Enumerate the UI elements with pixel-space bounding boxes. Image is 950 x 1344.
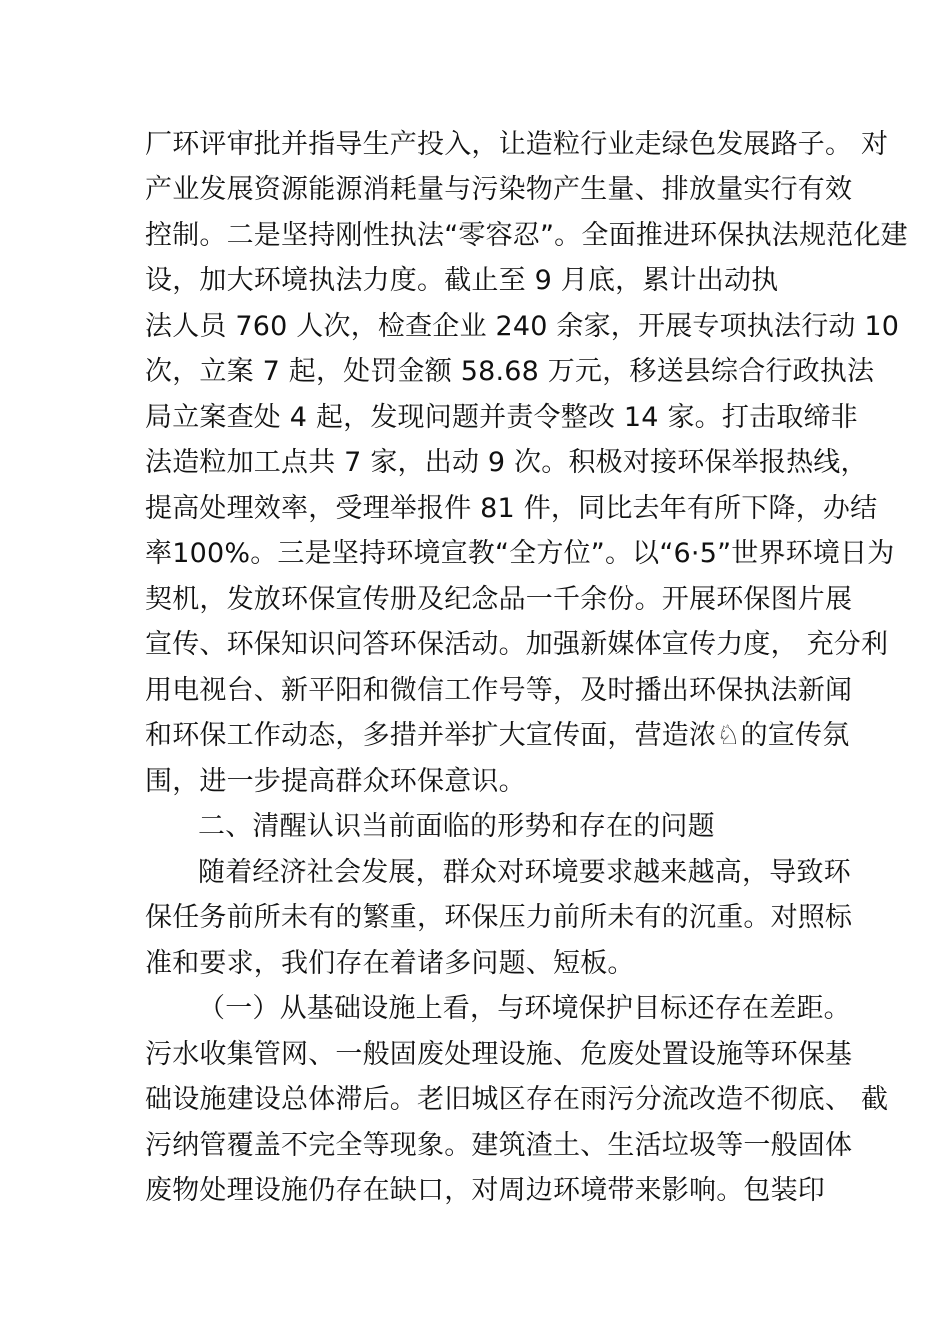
text-line: 宣传、环保知识问答环保活动。加强新媒体宣传力度， 充分利 (145, 629, 889, 660)
text-line: 准和要求，我们存在着诸多问题、短板。 (145, 948, 635, 979)
text-line: 局立案查处 4 起，发现问题并责令整改 14 家。打击取缔非 (145, 402, 858, 433)
text-line: 保任务前所未有的繁重，环保压力前所未有的沉重。对照标 (145, 902, 853, 933)
text-line: 和环保工作动态，多措并举扩大宣传面，营造浓♘的宣传氛 (145, 720, 850, 751)
text-line: 污水收集管网、一般固废处理设施、危废处置设施等环保基 (145, 1039, 853, 1070)
text-line: 厂环评审批并指导生产投入，让造粒行业走绿色发展路子。 对 (145, 129, 889, 160)
text-line: 法造粒加工点共 7 家，出动 9 次。积极对接环保举报热线， (145, 447, 868, 478)
text-line: 废物处理设施仍存在缺口，对周边环境带来影响。包装印 (145, 1175, 825, 1206)
text-line: 率100%。三是坚持环境宣教“全方位”。以“6·5”世界环境日为 (145, 538, 895, 569)
paragraph-first-line: 随着经济社会发展，群众对环境要求越来越高，导致环 (198, 857, 851, 888)
text-line: 产业发展资源能源消耗量与污染物产生量、排放量实行有效 (145, 174, 853, 205)
section-heading: 二、清醒认识当前面临的形势和存在的问题 (198, 811, 715, 842)
text-line: 控制。二是坚持刚性执法“零容忍”。全面推进环保执法规范化建 (145, 220, 908, 251)
text-line: 污纳管覆盖不完全等现象。建筑渣土、生活垃圾等一般固体 (145, 1130, 853, 1161)
text-line: 法人员 760 人次，检查企业 240 余家，开展专项执法行动 10 (145, 311, 900, 342)
text-line: 契机，发放环保宣传册及纪念品一千余份。开展环保图片展 (145, 584, 853, 615)
text-line: 次，立案 7 起，处罚金额 58.68 万元，移送县综合行政执法 (145, 356, 875, 387)
text-line: 提高处理效率，受理举报件 81 件，同比去年有所下降，办结 (145, 493, 878, 524)
text-line: 设，加大环境执法力度。截止至 9 月底，累计出动执 (145, 265, 779, 296)
text-line: 础设施建设总体滞后。老旧城区存在雨污分流改造不彻底、 截 (145, 1084, 889, 1115)
subsection-heading: （一）从基础设施上看，与环境保护目标还存在差距。 (198, 993, 851, 1024)
text-line: 用电视台、新平阳和微信工作号等，及时播出环保执法新闻 (145, 675, 853, 706)
text-line: 围，进一步提高群众环保意识。 (145, 766, 526, 797)
